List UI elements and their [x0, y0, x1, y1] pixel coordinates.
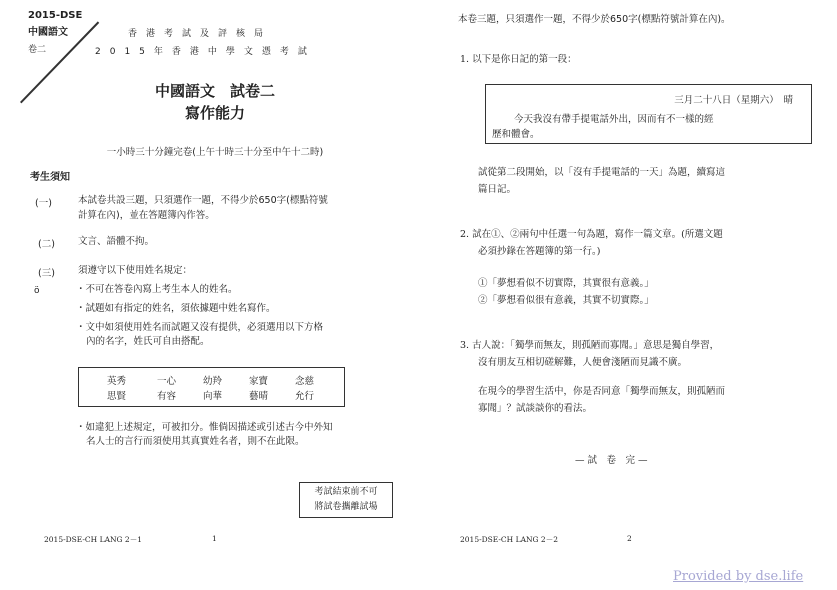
question-line: 寡聞」？試談談你的看法。 — [478, 403, 593, 414]
names-table — [78, 367, 345, 407]
note-line: 計算在內)，並在答題簿內作答。 — [78, 210, 215, 221]
diary-date: 三月二十八日（星期六） 晴 — [674, 95, 793, 106]
page-number: 1 — [212, 534, 217, 543]
note-number: (一) — [35, 198, 52, 209]
bullet-line: ・文中如須使用姓名而試題又沒有提供，必須選用以下方格 — [76, 322, 324, 333]
source-watermark-link[interactable]: Provided by dse.life — [673, 569, 804, 584]
name-cell: 允行 — [295, 391, 315, 402]
rule-bullet — [76, 421, 416, 449]
name-cell: 幼羚 — [203, 376, 223, 387]
question-2 — [460, 226, 723, 260]
paper-main-title: 中國語文 試卷二 — [154, 82, 275, 100]
notice-line: 考試結束前不可 — [314, 487, 378, 497]
note-number: (三) — [38, 268, 55, 279]
paper-instruction: 本卷三題，只須選作一題，不得少於650字(標點符號計算在內)。 — [458, 14, 731, 25]
notice-line: 將試卷攜離試場 — [314, 502, 378, 512]
margin-mark: ö — [34, 286, 40, 296]
paper-label: 卷二 — [28, 45, 47, 55]
bullet-line: 名人士的言行而須使用其真實姓名者，則不在此限。 — [86, 436, 305, 447]
bullet-line: ・如違犯上述規定，可被扣分。惟倘因描述或引述古今中外知 — [76, 422, 333, 433]
subject-label: 中國語文 — [28, 27, 68, 38]
page-footer-code: 2015-DSE-CH LANG 2－1 — [44, 535, 142, 544]
bullet-line: ・試題如有指定的姓名，須依據題中姓名寫作。 — [76, 303, 276, 314]
question-line: 必須抄錄在答題簿的第一行。) — [478, 246, 601, 257]
question-line: 3. 古人說：「獨學而無友，則孤陋而寡聞。」意思是獨自學習， — [460, 340, 720, 351]
diary-line: 歷和體會。 — [492, 129, 540, 140]
name-cell: 英秀 — [107, 376, 127, 387]
option-line: ②「夢想看似很有意義，其實不切實際。」 — [478, 295, 654, 306]
question-2-options — [478, 275, 654, 309]
end-of-paper-mark: — 試 卷 完 — — [575, 455, 648, 466]
name-cell: 思賢 — [107, 391, 127, 402]
note-text — [78, 193, 398, 223]
name-cell: 家寶 — [249, 376, 269, 387]
page-footer-code: 2015-DSE-CH LANG 2－2 — [460, 535, 558, 544]
exam-code: 2015-DSE — [28, 10, 83, 21]
note-line: 須遵守以下使用姓名規定： — [78, 265, 193, 276]
note-line: 本試卷共設三題，只須選作一題，不得少於650字(標點符號 — [78, 195, 328, 206]
rule-bullet — [76, 321, 406, 349]
rule-bullet — [76, 283, 406, 297]
exam-title: 2015年香港中學文憑考試 — [95, 47, 316, 57]
exam-notice-box — [299, 482, 393, 518]
notes-heading: 考生須知 — [30, 172, 70, 183]
paper-sub-title: 寫作能力 — [184, 104, 245, 122]
question-3 — [460, 337, 719, 371]
name-cell: 藝晴 — [249, 391, 269, 402]
rule-bullet — [76, 302, 406, 316]
note-text — [78, 234, 398, 249]
question-1-instruction — [478, 164, 725, 198]
page-number: 2 — [627, 534, 632, 543]
diary-line: 今天我沒有帶手提電話外出，因而有不一樣的經 — [514, 114, 714, 125]
right-page — [430, 0, 837, 590]
question-line: 在現今的學習生活中，你是否同意「獨學而無友，則孤陋而 — [478, 386, 726, 397]
name-cell: 向華 — [203, 391, 223, 402]
exam-duration: 一小時三十分鐘完卷(上午十時三十分至中午十二時) — [106, 147, 324, 158]
question-line: 沒有朋友互相切磋解難，人便會淺陋而見識不廣。 — [478, 357, 688, 368]
name-cell: 有容 — [157, 391, 177, 402]
note-text — [78, 263, 398, 278]
question-line: 篇日記。 — [478, 184, 517, 195]
question-3-prompt — [478, 383, 725, 417]
bullet-line: ・不可在答卷內寫上考生本人的姓名。 — [76, 284, 238, 295]
diary-excerpt-box — [485, 84, 812, 144]
bullet-line: 內的名字，姓氏可自由搭配。 — [86, 336, 210, 347]
note-number: (二) — [38, 239, 55, 250]
name-cell: 一心 — [157, 376, 177, 387]
question-line: 試從第二段開始，以「沒有手提電話的一天」為題，續寫這 — [478, 167, 726, 178]
name-cell: 念慈 — [295, 376, 315, 387]
option-line: ①「夢想看似不切實際，其實很有意義。」 — [478, 278, 654, 289]
question-line: 2. 試在①、②兩句中任選一句為題，寫作一篇文章。(所選文題 — [460, 229, 723, 240]
exam-authority: 香港考試及評核局 — [128, 29, 273, 39]
question-1-title: 1. 以下是你日記的第一段： — [460, 54, 577, 65]
note-line: 文言、語體不拘。 — [78, 236, 155, 247]
